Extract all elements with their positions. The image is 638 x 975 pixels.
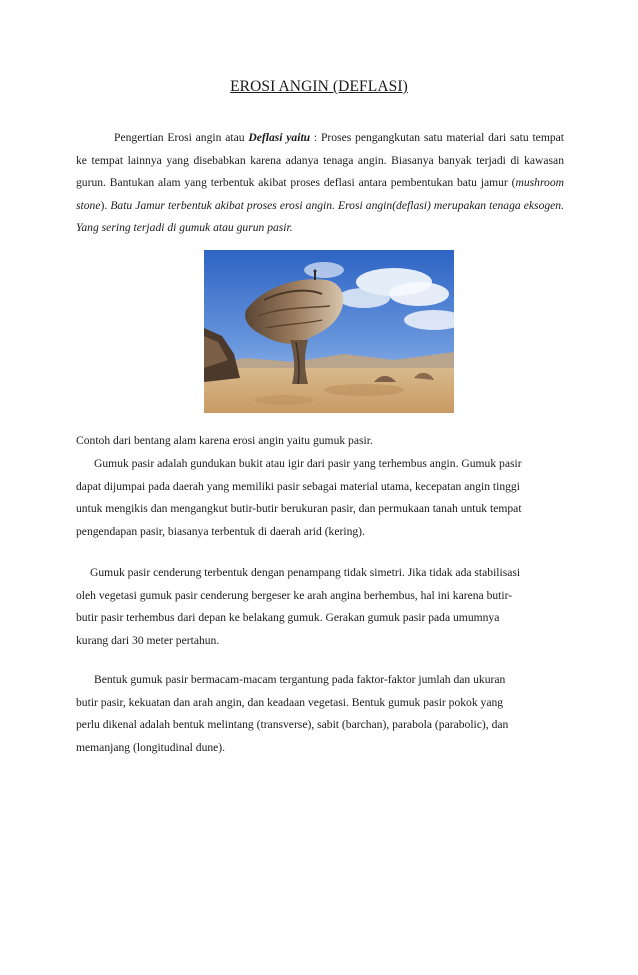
- text-line: Contoh dari bentang alam karena erosi angin yaitu gumuk pasir.: [76, 434, 373, 447]
- text-line: Gumuk pasir cenderung terbentuk dengan penampang tidak simetri. Jika tidak ada stabilisasi: [90, 566, 521, 579]
- text-line: dapat dijumpai pada daerah yang memiliki pasir sebagai material utama, kecepatan angin tinggi: [76, 479, 520, 493]
- example-line: [76, 430, 576, 453]
- intro-paragraph: [76, 127, 564, 240]
- text-line: oleh vegetasi gumuk pasir cenderung bergeser ke arah angina berhembus, hal ini karena butir-: [76, 588, 513, 602]
- text-line: Gumuk pasir adalah gundukan bukit atau igir dari pasir yang terhembus angin. Gumuk pasir: [94, 457, 522, 470]
- intro-close-paren: ).: [100, 198, 111, 212]
- text-line: memanjang (longitudinal dune).: [76, 740, 226, 754]
- text-line: butir pasir terhembus dari depan ke belakang gumuk. Gerakan gumuk pasir pada umumnya: [76, 611, 500, 624]
- intro-body: : Proses pengangkutan satu material dari satu tempat ke tempat lainnya yang disebabkan karena adanya tenaga angin. Biasanya banyak terjadi di kawasan gurun. Bantukan alam yang terbentuk akibat proses deflasi antara pembentukan batu jamur (: [76, 131, 564, 189]
- photo-illustration: [204, 250, 454, 413]
- text-line: perlu dikenal adalah bentuk melintang (transverse), sabit (barchan), parabola (parabolic), dan: [76, 718, 509, 731]
- paragraph-gumuk-pasir: [76, 453, 576, 543]
- page-title: EROSI ANGIN (DEFLASI): [230, 78, 408, 95]
- term-deflasi: Deflasi yaitu: [248, 131, 311, 144]
- text-line: pengendapan pasir, biasanya terbentuk di daerah arid (kering).: [76, 524, 365, 538]
- term-mushroom-stone: mushroom stone: [76, 176, 564, 212]
- mushroom-rock-photo: [204, 250, 454, 413]
- text-line: kurang dari 30 meter pertahun.: [76, 633, 220, 647]
- text-line: Bentuk gumuk pasir bermacam-macam tergantung pada faktor-faktor jumlah dan ukuran: [94, 673, 506, 686]
- intro-italic-tail: Batu Jamur terbentuk akibat proses erosi angin. Erosi angin(deflasi) merupakan tenaga eksogen. Yang sering terjadi di gumuk atau gurun pasir.: [76, 198, 564, 234]
- paragraph-bentuk-gumuk: [76, 669, 576, 759]
- text-line: butir pasir, kekuatan dan arah angin, dan keadaan vegetasi. Bentuk gumuk pasir pokok yang: [76, 695, 504, 709]
- intro-lead: Pengertian Erosi angin atau: [114, 131, 249, 144]
- paragraph-penampang: [76, 562, 576, 652]
- text-line: untuk mengikis dan mengangkut butir-butir berukuran pasir, dan permukaan tanah untuk tempat: [76, 502, 522, 515]
